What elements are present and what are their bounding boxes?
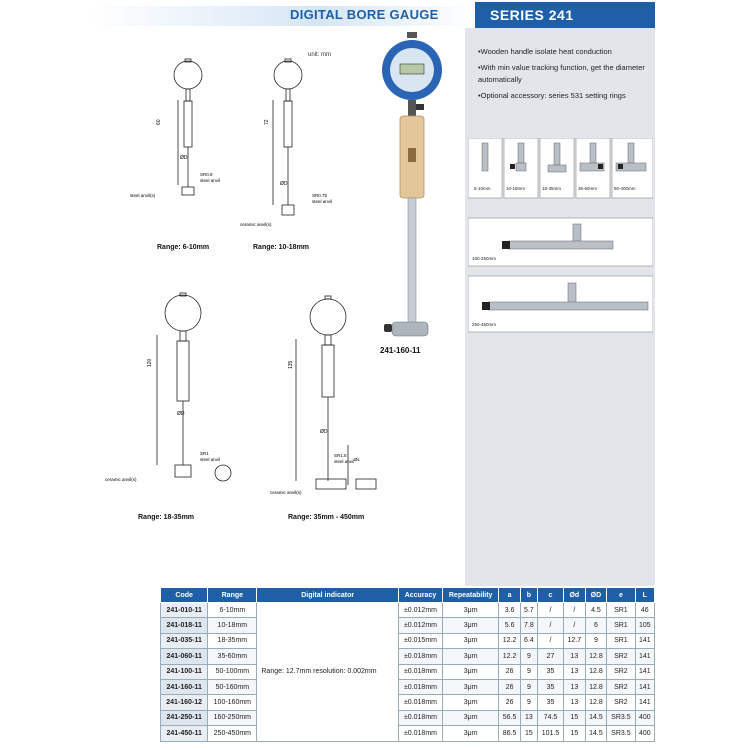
- feature-item: • With min value tracking function, get the diameter automatically: [478, 62, 654, 86]
- table-cell: 14.5: [585, 710, 607, 725]
- table-cell: 5.6: [499, 618, 521, 633]
- table-row: [161, 710, 655, 725]
- steel-anvil-s-label: steel anvil(s): [130, 193, 156, 198]
- table-cell: 9: [520, 695, 537, 710]
- table-cell: 3μm: [443, 710, 499, 725]
- table-cell: 250-450mm: [208, 726, 257, 741]
- table-cell: SR2: [607, 695, 635, 710]
- col-c: c: [537, 588, 563, 603]
- table-cell: 141: [635, 664, 654, 679]
- sr-label: SR1.5: [334, 453, 347, 458]
- table-cell: 3μm: [443, 679, 499, 694]
- table-cell: 241-250-11: [161, 710, 208, 725]
- table-cell: 141: [635, 695, 654, 710]
- dim-length-label: 72: [264, 119, 270, 125]
- dim-l-label: ØL: [354, 457, 361, 462]
- table-cell: SR2: [607, 649, 635, 664]
- steel-anvil-label: steel anvil: [312, 199, 333, 204]
- probe-label: 50-400mm: [614, 186, 636, 191]
- gauge-stem-top: [407, 32, 417, 38]
- table-cell: SR1: [607, 618, 635, 633]
- steel-anvil-label: steel anvil: [334, 459, 355, 464]
- table-cell: /: [537, 603, 563, 618]
- table-cell: 12.8: [585, 679, 607, 694]
- table-cell: 241-100-11: [161, 664, 208, 679]
- table-cell: SR2: [607, 679, 635, 694]
- table-row: [161, 664, 655, 679]
- bore-gauge-illustration: [378, 30, 450, 350]
- feature-item: • Wooden handle isolate heat conduction: [478, 46, 654, 58]
- table-cell: 241-010-11: [161, 603, 208, 618]
- table-cell: 12.8: [585, 649, 607, 664]
- probe-label: 250-450mm: [472, 322, 497, 327]
- dim-d-label: ØD: [177, 411, 185, 417]
- table-cell: 241-018-11: [161, 618, 208, 633]
- unit-note: unit: mm: [308, 52, 332, 58]
- table-cell: 13: [564, 649, 586, 664]
- table-cell: SR3.5: [607, 726, 635, 741]
- table-cell: 86.5: [499, 726, 521, 741]
- table-cell: ±0.012mm: [398, 618, 442, 633]
- col-code: Code: [161, 588, 208, 603]
- table-cell: 105: [635, 618, 654, 633]
- table-cell: SR3.5: [607, 710, 635, 725]
- table-cell: 100-160mm: [208, 695, 257, 710]
- dim-d-label: ØD: [280, 181, 288, 187]
- table-cell: 12.2: [499, 633, 521, 648]
- table-cell: 9: [520, 649, 537, 664]
- product-model-label: 241-160-11: [380, 346, 421, 355]
- drawing-18-35mm: [105, 285, 240, 505]
- table-cell: 12.8: [585, 664, 607, 679]
- table-row: [161, 633, 655, 648]
- indicator-note: Range: 12.7mm resolution: 0.002mm: [257, 603, 399, 742]
- table-cell: 12.8: [585, 695, 607, 710]
- table-cell: 4.5: [585, 603, 607, 618]
- series-label: SERIES 241: [490, 7, 574, 23]
- dim-d-label: ØD: [320, 429, 328, 435]
- table-cell: 6-10mm: [208, 603, 257, 618]
- table-cell: 13: [564, 679, 586, 694]
- table-cell: ±0.018mm: [398, 710, 442, 725]
- table-cell: 3μm: [443, 664, 499, 679]
- page-header: [90, 2, 655, 28]
- range-label-35-450: Range: 35mm - 450mm: [288, 514, 365, 521]
- table-cell: 15: [564, 726, 586, 741]
- table-cell: 18-35mm: [208, 633, 257, 648]
- table-row: [161, 649, 655, 664]
- ceramic-anvil-label: ceramic anvil(s): [105, 477, 137, 482]
- table-cell: 14.5: [585, 726, 607, 741]
- probe-heads-illustration: [468, 138, 653, 338]
- steel-anvil-label: steel anvil: [200, 457, 221, 462]
- table-cell: 141: [635, 679, 654, 694]
- table-cell: 26: [499, 695, 521, 710]
- table-cell: 5.7: [520, 603, 537, 618]
- table-cell: 3μm: [443, 633, 499, 648]
- gauge-rod: [408, 198, 416, 326]
- sr-label: SR0.75: [312, 193, 328, 198]
- table-cell: 3μm: [443, 649, 499, 664]
- drawing-6-10mm: [130, 55, 220, 240]
- col-od: ØD: [585, 588, 607, 603]
- table-cell: 241-060-11: [161, 649, 208, 664]
- features-list: [478, 46, 654, 106]
- table-cell: /: [537, 618, 563, 633]
- table-cell: 3μm: [443, 695, 499, 710]
- table-cell: 26: [499, 664, 521, 679]
- table-cell: SR1: [607, 633, 635, 648]
- table-cell: 400: [635, 726, 654, 741]
- table-cell: 10-18mm: [208, 618, 257, 633]
- dim-length-label: 135: [288, 360, 294, 369]
- drawing-10-18mm: [240, 55, 350, 240]
- table-cell: 9: [520, 679, 537, 694]
- table-cell: /: [564, 603, 586, 618]
- col-e: e: [607, 588, 635, 603]
- table-cell: SR1: [607, 603, 635, 618]
- table-cell: 26: [499, 679, 521, 694]
- table-row: [161, 679, 655, 694]
- dim-length-label: 120: [147, 358, 153, 367]
- table-cell: ±0.018mm: [398, 695, 442, 710]
- table-cell: ±0.018mm: [398, 679, 442, 694]
- table-cell: 35: [537, 664, 563, 679]
- feature-item: • Optional accessory: series 531 setting rings: [478, 90, 654, 102]
- table-cell: ±0.015mm: [398, 633, 442, 648]
- table-cell: 27: [537, 649, 563, 664]
- table-cell: 160-250mm: [208, 710, 257, 725]
- probe-label: 160-250mm: [472, 256, 497, 261]
- table-cell: 3.6: [499, 603, 521, 618]
- table-cell: 13: [564, 695, 586, 710]
- table-cell: 12.2: [499, 649, 521, 664]
- table-cell: SR2: [607, 664, 635, 679]
- sr-label: SR1: [200, 451, 209, 456]
- table-cell: /: [564, 618, 586, 633]
- table-cell: 50-160mm: [208, 679, 257, 694]
- probe-label: 18-35mm: [542, 186, 562, 191]
- table-cell: 241-160-12: [161, 695, 208, 710]
- table-cell: 241-035-11: [161, 633, 208, 648]
- table-cell: 50-100mm: [208, 664, 257, 679]
- table-cell: 400: [635, 710, 654, 725]
- table-cell: 7.8: [520, 618, 537, 633]
- table-cell: 6: [585, 618, 607, 633]
- table-cell: 241-160-11: [161, 679, 208, 694]
- table-cell: ±0.012mm: [398, 603, 442, 618]
- table-cell: 9: [520, 664, 537, 679]
- ceramic-anvil-label: ceramic anvil(s): [270, 490, 302, 495]
- table-header-row: [161, 588, 655, 603]
- spec-table: [160, 587, 655, 742]
- table-cell: 56.5: [499, 710, 521, 725]
- table-cell: 35: [537, 695, 563, 710]
- table-cell: 9: [585, 633, 607, 648]
- col-range: Range: [208, 588, 257, 603]
- range-label-18-35: Range: 18-35mm: [138, 514, 195, 521]
- col-repeatability: Repeatability: [443, 588, 499, 603]
- table-cell: 35: [537, 679, 563, 694]
- table-row: [161, 603, 655, 618]
- table-cell: 13: [564, 664, 586, 679]
- lcd-display: [400, 64, 424, 74]
- table-cell: 241-450-11: [161, 726, 208, 741]
- table-cell: 101.5: [537, 726, 563, 741]
- table-cell: 46: [635, 603, 654, 618]
- locking-screw-icon: [416, 104, 424, 110]
- col-l: L: [635, 588, 654, 603]
- ceramic-anvil-label: ceramic anvil(s): [240, 222, 272, 227]
- probe-label: 6-10mm: [474, 186, 491, 191]
- catalog-page: [90, 0, 660, 750]
- table-row: [161, 726, 655, 741]
- table-cell: 13: [520, 710, 537, 725]
- table-row: [161, 695, 655, 710]
- col-indicator: Digital indicator: [257, 588, 399, 603]
- table-cell: 12.7: [564, 633, 586, 648]
- col-b: b: [520, 588, 537, 603]
- table-cell: 35-60mm: [208, 649, 257, 664]
- page-title: DIGITAL BORE GAUGE: [290, 7, 439, 22]
- measuring-head-icon: [392, 322, 428, 336]
- table-cell: /: [537, 633, 563, 648]
- table-cell: 141: [635, 649, 654, 664]
- dim-d-label: ØD: [180, 155, 188, 161]
- table-cell: ±0.018mm: [398, 726, 442, 741]
- drawing-35-450mm: [270, 285, 385, 505]
- table-cell: 3μm: [443, 618, 499, 633]
- table-cell: ±0.018mm: [398, 649, 442, 664]
- steel-anvil-label: steel anvil: [200, 178, 220, 183]
- sr-label: SR0.8: [200, 172, 213, 177]
- col-accuracy: Accuracy: [398, 588, 442, 603]
- col-d: Ød: [564, 588, 586, 603]
- table-row: [161, 618, 655, 633]
- table-cell: 3μm: [443, 726, 499, 741]
- table-cell: 15: [564, 710, 586, 725]
- table-cell: 141: [635, 633, 654, 648]
- table-cell: 6.4: [520, 633, 537, 648]
- table-cell: ±0.018mm: [398, 664, 442, 679]
- range-label-6-10: Range: 6-10mm: [157, 244, 210, 251]
- table-cell: 74.5: [537, 710, 563, 725]
- probe-label: 10-18mm: [506, 186, 526, 191]
- col-a: a: [499, 588, 521, 603]
- probe-label: 35-60mm: [578, 186, 598, 191]
- dim-length-label: 60: [156, 119, 162, 125]
- range-label-10-18: Range: 10-18mm: [253, 244, 310, 251]
- table-cell: 15: [520, 726, 537, 741]
- table-cell: 3μm: [443, 603, 499, 618]
